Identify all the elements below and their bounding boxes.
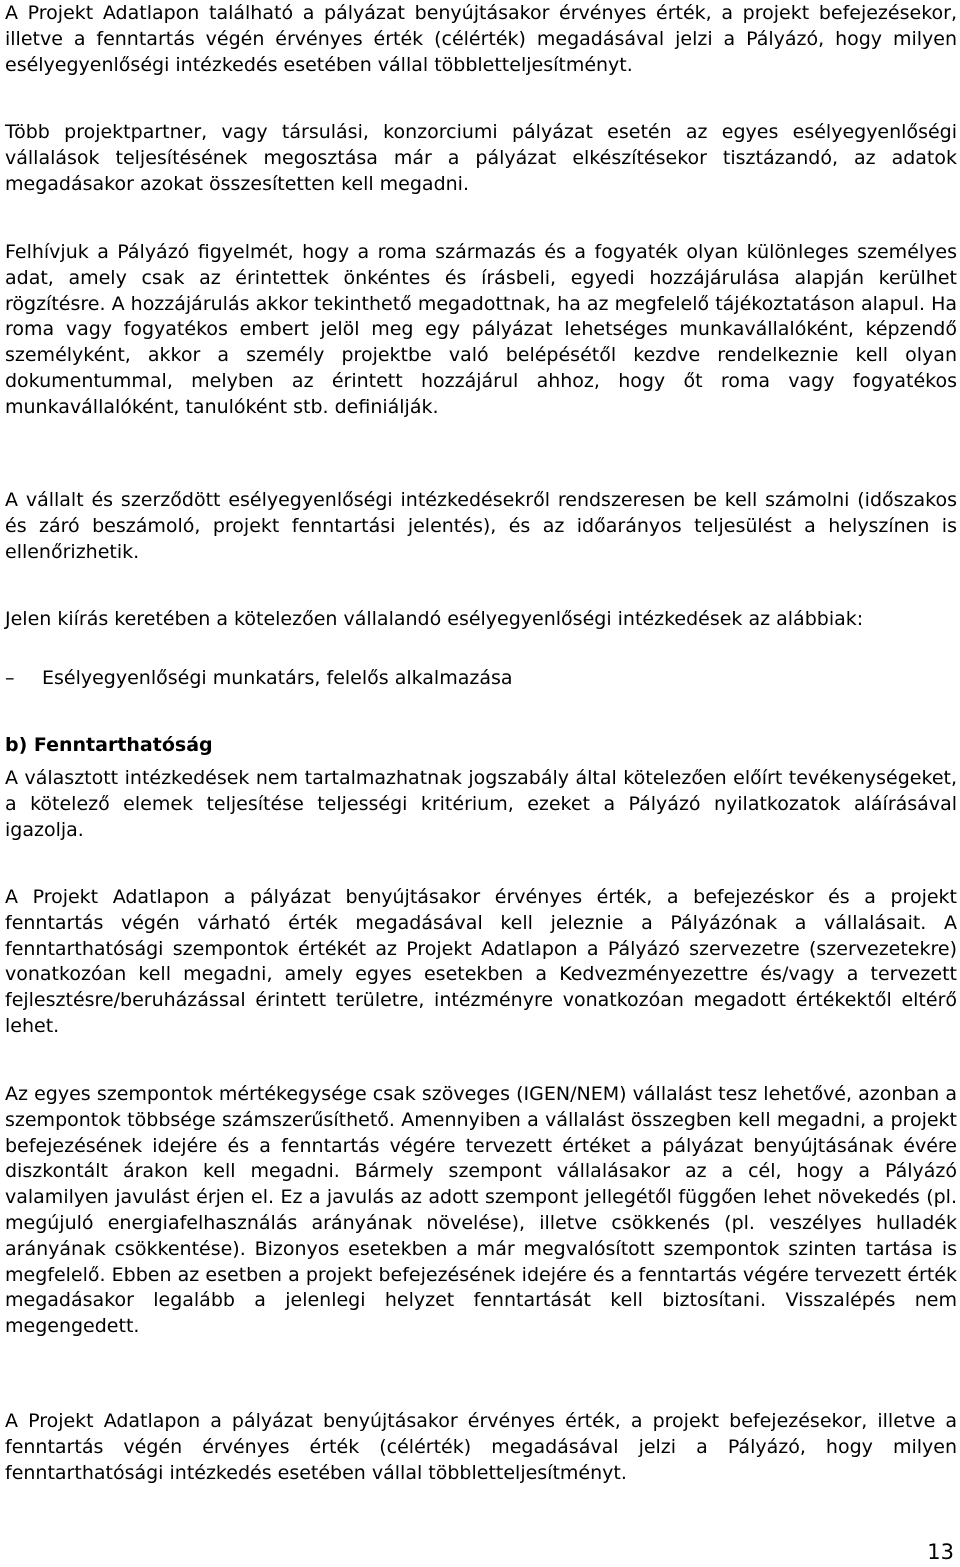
paragraph-sustainability-commitment: A Projekt Adatlapon a pályázat benyújtásakor érvényes érték, a projekt befejezésekor, illetve a fenntartás végén érvényes érték (célérték) megadásával jelzi a Pályázó, hogy milyen fenntarthatósági intézkedés esetében vállal többletteljesítményt.	[5, 1410, 957, 1484]
paragraph-mandatory-measures: Jelen kiírás keretében a kötelezően vállalandó esélyegyenlőségi intézkedések az alábbiak:	[5, 608, 864, 630]
list-item-mandatory-measure	[5, 666, 957, 692]
paragraph-measurement-units: Az egyes szempontok mértékegysége csak szöveges (IGEN/NEM) vállalást tesz lehetővé, azonban a szempontok többsége számszerűsíthető. Amennyiben a vállalást összegben kell megadni, a projekt befejezésének idejére és a fenntartás végére tervezett értéket a pályázat benyújtásának évére diszkontált árakon kell megadni. Bármely szempont vállalásakor az a cél, hogy a Pályázó valamilyen javulást érjen el. Ez a javulás az adott szempont jellegétől függően lehet növekedés (pl. megújuló energiafelhasználás arányának növelése), illetve csökkenés (pl. veszélyes hulladék arányának csökkentése). Bizonyos esetekben a már megvalósított szempontok szinten tartása is megfelelő. Ebben az esetben a projekt befejezésének idejére és a fenntartás végére tervezett érték megadásakor legalább a jelenlegi helyzet fenntartását kell biztosítani. Visszalépés nem megengedett.	[5, 1083, 957, 1338]
paragraph-equal-opportunity-commitment: A Projekt Adatlapon található a pályázat benyújtásakor érvényes érték, a projekt befejezésekor, illetve a fenntartás végén érvényes érték (célérték) megadásával jelzi a Pályázó, hogy milyen esélyegyenlőségi intézkedés esetében vállal többletteljesítményt.	[5, 2, 957, 76]
paragraph-chosen-measures: A választott intézkedések nem tartalmazhatnak jogszabály által kötelezően előírt tevékenységeket, a kötelező elemek teljesítése teljességi kritérium, ezeket a Pályázó nyilatkozatok aláírásával igazolja.	[5, 767, 957, 841]
dash-bullet-marker: –	[5, 667, 15, 689]
paragraph-project-datasheet-values: A Projekt Adatlapon a pályázat benyújtásakor érvényes érték, a befejezéskor és a projekt fenntartás végén várható érték megadásával kell jeleznie a Pályázónak a vállalásait. A fenntarthatósági szempontok értékét az Projekt Adatlapon a Pályázó szervezetre (szervezetekre) vonatkozóan kell megadni, amely egyes esetekben a Kedvezményezettre és/vagy a tervezett fejlesztésre/beruházással érintett területre, intézményre vonatkozóan megadott értékektől eltérő lehet.	[5, 886, 957, 1037]
page-number: 13	[927, 1540, 954, 1564]
list-item-text: Esélyegyenlőségi munkatárs, felelős alkalmazása	[42, 667, 513, 689]
section-heading-sustainability: b) Fenntarthatóság	[5, 734, 213, 756]
paragraph-reporting: A vállalt és szerződött esélyegyenlőségi intézkedésekről rendszeresen be kell számolni (időszakos és záró beszámoló, projekt fenntartási jelentés), és az időarányos teljesülést a helyszínen is ellenőrizhetik.	[5, 489, 957, 563]
paragraph-consortium-sharing: Több projektpartner, vagy társulási, konzorciumi pályázat esetén az egyes esélyegyenlőségi vállalások teljesítésének megosztása már a pályázat elkészítésekor tisztázandó, az adatok megadásakor azokat összesítetten kell megadni.	[5, 121, 957, 195]
paragraph-personal-data-consent: Felhívjuk a Pályázó figyelmét, hogy a roma származás és a fogyaték olyan különleges személyes adat, amely csak az érintettek önkéntes és írásbeli, egyedi hozzájárulása alapján kerülhet rögzítésre. A hozzájárulás akkor tekinthető megadottnak, ha az megfelelő tájékoztatáson alapul. Ha roma vagy fogyatékos embert jelöl meg egy pályázat lehetséges munkavállalóként, képzendő személyként, akkor a személy projektbe való belépésétől kezdve rendelkeznie kell olyan dokumentummal, melyben az érintett hozzájárul ahhoz, hogy őt roma vagy fogyatékos munkavállalóként, tanulóként stb. definiálják.	[5, 241, 957, 418]
